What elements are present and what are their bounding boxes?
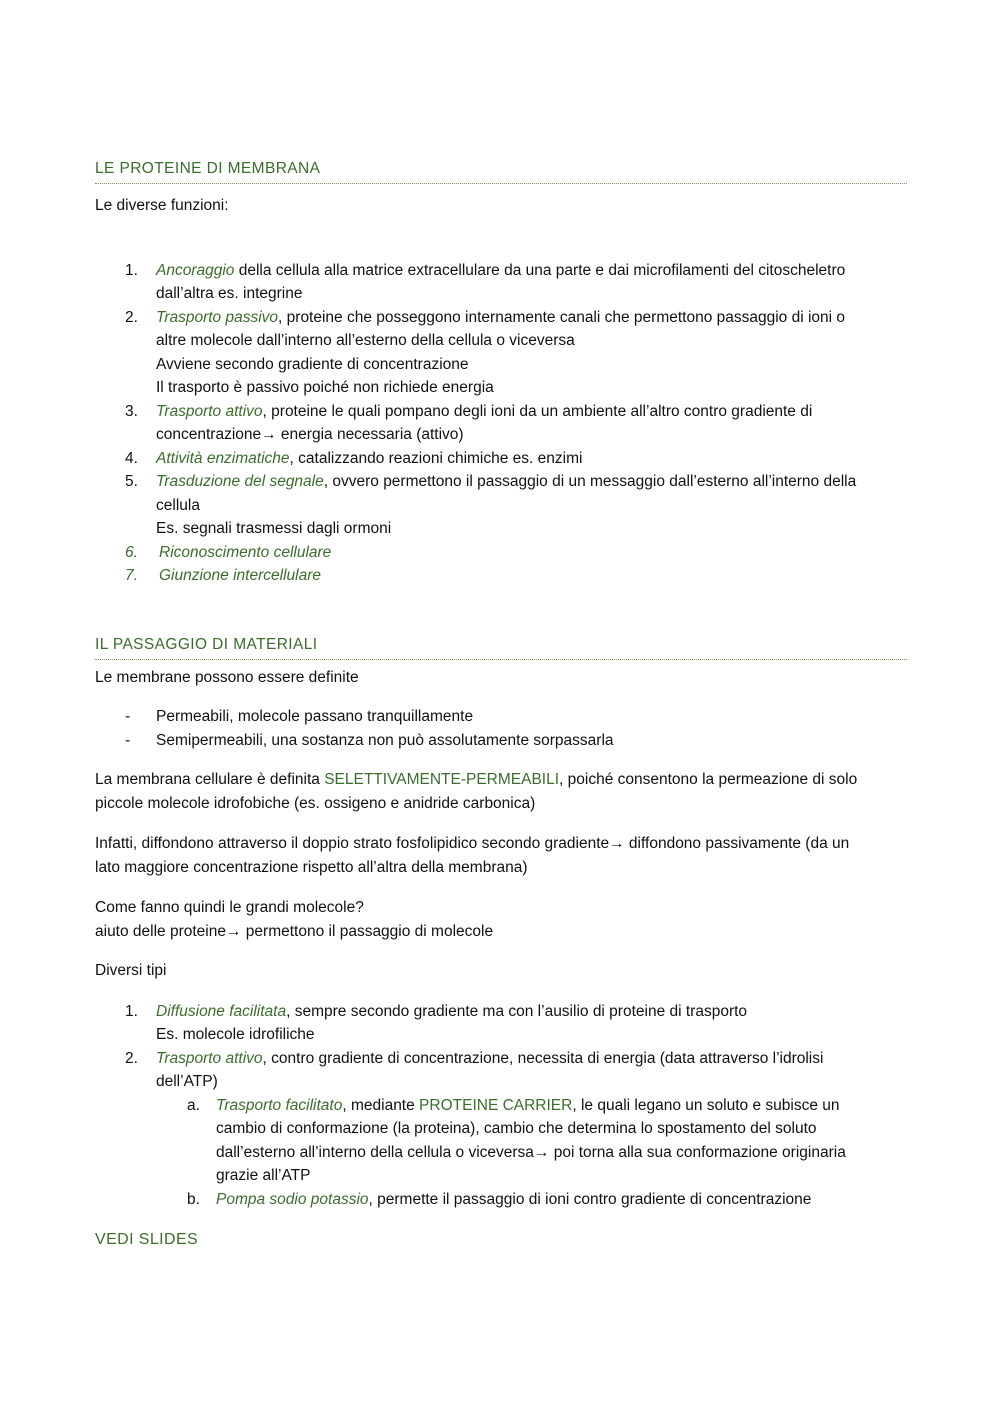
section-heading-proteine: LE PROTEINE DI MEMBRANA [95, 157, 907, 184]
item-text: concentrazione→ energia necessaria (attivo) [156, 426, 464, 443]
item-text: della cellula alla matrice extracellulare da una parte e dai microfilamenti del citoscheletro [234, 261, 846, 279]
item-text: , contro gradiente di concentrazione, necessita di energia (data attraverso l’idrolisi [262, 1049, 824, 1067]
paragraph [95, 768, 907, 815]
term: Diffusione facilitata [156, 1002, 287, 1020]
list-item [95, 564, 907, 588]
types-list [95, 1000, 907, 1212]
vedi-slides-note: VEDI SLIDES [95, 1231, 199, 1248]
item-text: dall’esterno all’interno della cellula o viceversa→ poi torna alla sua conformazione originaria [216, 1143, 846, 1161]
bullet-list [95, 705, 907, 752]
item-text: Avviene secondo gradiente di concentrazione [156, 355, 469, 373]
item-text: Permeabili, molecole passano tranquillamente [156, 708, 474, 725]
item-text: cellula [156, 496, 200, 514]
item-text: , proteine che posseggono internamente canali che permettono passaggio di ioni o [278, 308, 846, 326]
list-number: 2. [125, 308, 138, 326]
item-text: , proteine le quali pompano degli ioni da un ambiente all’altro contro gradiente di [262, 402, 813, 420]
list-item [95, 470, 907, 541]
list-number: 5. [125, 473, 138, 490]
item-text: dall’altra es. integrine [156, 285, 303, 302]
sub-list-item [95, 1188, 907, 1212]
highlight-text: SELETTIVAMENTE-PERMEABILI [324, 771, 560, 788]
item-text: Es. molecole idrofiliche [156, 1026, 315, 1043]
list-number: 4. [125, 449, 138, 467]
list-letter: b. [187, 1190, 200, 1208]
text: piccole molecole idrofobiche (es. ossigeno e anidride carbonica) [95, 794, 536, 812]
text: La membrana cellulare è definita [95, 771, 325, 788]
paragraph [95, 832, 907, 879]
item-text: dell’ATP) [156, 1073, 218, 1090]
list-number: 6. [125, 543, 138, 561]
item-text: , ovvero permettono il passaggio di un messaggio dall’esterno all’interno della [323, 473, 857, 490]
term: Trasduzione del segnale [156, 473, 324, 490]
paragraph [95, 896, 907, 943]
list-number: 1. [125, 1002, 138, 1020]
term: Trasporto facilitato [216, 1096, 343, 1114]
list-item [95, 729, 907, 753]
bullet-marker: - [125, 708, 131, 725]
list-number: 7. [125, 567, 138, 584]
item-text: , sempre secondo gradiente ma con l’ausilio di proteine di trasporto [286, 1002, 748, 1020]
item-text: cambio di conformazione (la proteina), cambio che determina lo spostamento del soluto [216, 1120, 817, 1137]
intro-text: Le diverse funzioni: [95, 197, 229, 214]
sub-list-item [95, 1094, 907, 1188]
item-text: Semipermeabili, una sostanza non può assolutamente sorpassarla [156, 731, 614, 749]
term: Attività enzimatiche [156, 449, 290, 467]
list-number: 1. [125, 261, 138, 279]
item-text: , catalizzando reazioni chimiche es. enzimi [289, 449, 583, 467]
text: lato maggiore concentrazione rispetto all’altra della membrana) [95, 858, 528, 876]
term: Pompa sodio potassio [216, 1190, 369, 1208]
list-item [95, 400, 907, 447]
list-item [95, 541, 907, 565]
text: aiuto delle proteine→ permettono il passaggio di molecole [95, 922, 494, 940]
list-item [95, 1047, 907, 1094]
item-text: Il trasporto è passivo poiché non richiede energia [156, 379, 494, 396]
item-text: grazie all’ATP [216, 1167, 311, 1184]
item-text: , permette il passaggio di ioni contro gradiente di concentrazione [368, 1190, 812, 1208]
term: Trasporto attivo [156, 1049, 263, 1067]
term: Trasporto passivo [156, 308, 279, 326]
term: Ancoraggio [156, 261, 235, 279]
item-text: , mediante [342, 1096, 420, 1114]
list-item [95, 447, 907, 471]
list-number: 3. [125, 402, 138, 420]
document-content [95, 157, 907, 1252]
text: , poiché consentono la permeazione di solo [559, 771, 858, 788]
functions-list [95, 259, 907, 588]
item-text: Es. segnali trasmessi dagli ormoni [156, 520, 392, 537]
highlight-text: PROTEINE CARRIER [419, 1096, 573, 1114]
bullet-marker: - [125, 731, 131, 749]
list-item [95, 259, 907, 306]
term: Riconoscimento cellulare [159, 543, 332, 561]
term: Trasporto attivo [156, 402, 263, 420]
intro-text: Le membrane possono essere definite [95, 668, 359, 686]
list-item [95, 306, 907, 400]
list-number: 2. [125, 1049, 138, 1067]
text: Infatti, diffondono attraverso il doppio strato fosfolipidico secondo gradiente→ diffondono passivamente (da un [95, 835, 850, 852]
section-heading-passaggio: IL PASSAGGIO DI MATERIALI [95, 633, 907, 660]
list-letter: a. [187, 1096, 200, 1114]
text: Come fanno quindi le grandi molecole? [95, 899, 364, 916]
item-text: , le quali legano un soluto e subisce un [572, 1096, 840, 1114]
term: Giunzione intercellulare [159, 567, 321, 584]
paragraph: Diversi tipi [95, 962, 167, 979]
list-item [95, 705, 907, 729]
list-item [95, 1000, 907, 1047]
item-text: altre molecole dall’interno all’esterno della cellula o viceversa [156, 332, 575, 349]
